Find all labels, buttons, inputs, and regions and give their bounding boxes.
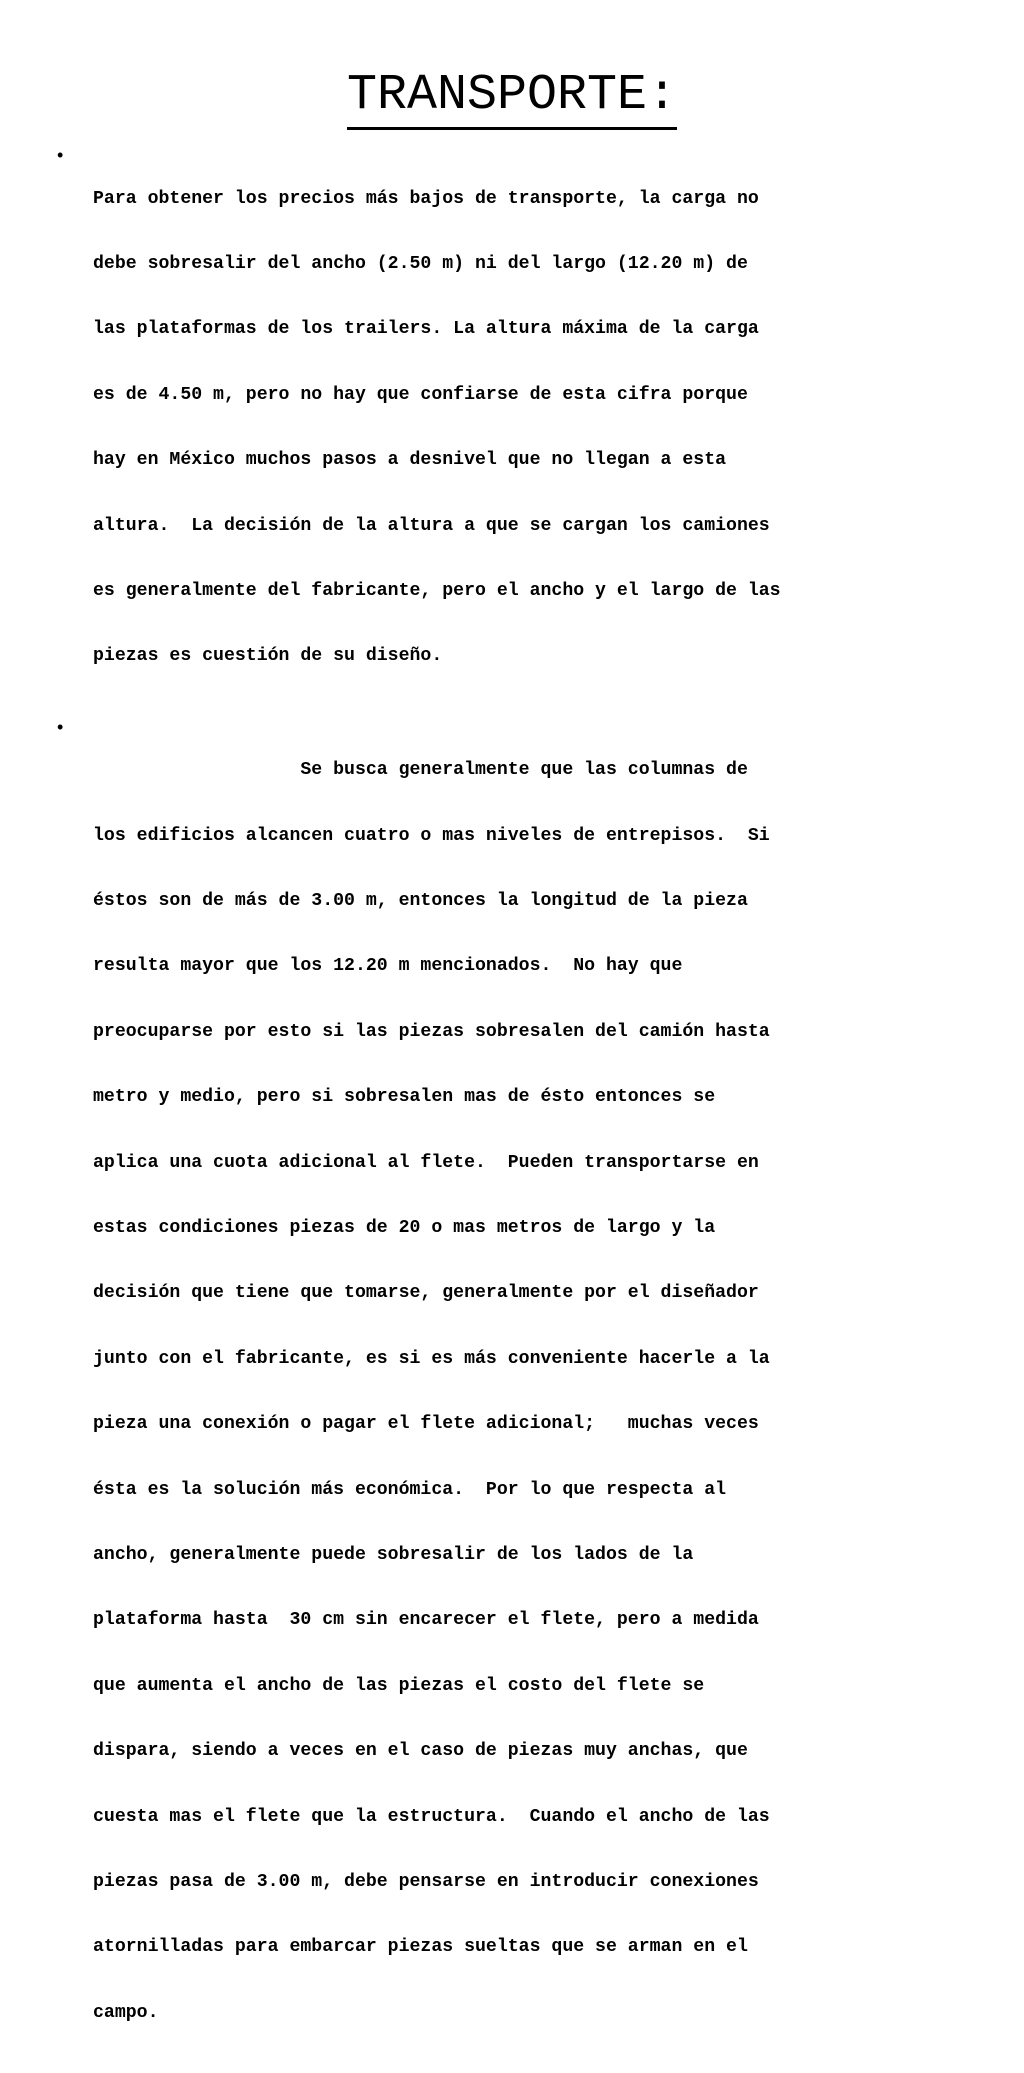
slide-title-text: TRANSPORTE: xyxy=(347,67,677,130)
bullet-line: aplica una cuota adicional al flete. Pueden transportarse en xyxy=(93,1152,759,1173)
bullet-item xyxy=(0,145,1024,712)
bullet-line: campo. xyxy=(93,2002,159,2023)
bullet-item xyxy=(0,717,1024,2068)
bullet-dot-icon: • xyxy=(57,716,64,737)
bullet-line: piezas pasa de 3.00 m, debe pensarse en introducir conexiones xyxy=(93,1871,759,1892)
bullet-line: Se busca generalmente que las columnas de xyxy=(93,760,748,781)
bullet-line: metro y medio, pero si sobresalen mas de ésto entonces se xyxy=(93,1087,716,1108)
bullet-line: piezas es cuestión de su diseño. xyxy=(93,646,443,667)
bullet-line: junto con el fabricante, es si es más conveniente hacerle a la xyxy=(93,1348,770,1369)
bullet-line: cuesta mas el flete que la estructura. Cuando el ancho de las xyxy=(93,1806,770,1827)
bullet-line: dispara, siendo a veces en el caso de piezas muy anchas, que xyxy=(93,1741,748,1762)
bullet-paragraph xyxy=(93,717,993,2068)
bullet-line: atornilladas para embarcar piezas sueltas que se arman en el xyxy=(93,1937,748,1958)
bullet-line: plataforma hasta 30 cm sin encarecer el flete, pero a medida xyxy=(93,1610,759,1631)
bullet-dot-icon: • xyxy=(57,145,64,165)
slide-title xyxy=(0,64,1024,130)
bullet-line: estas condiciones piezas de 20 o mas metros de largo y la xyxy=(93,1218,716,1239)
bullet-line: las plataformas de los trailers. La altura máxima de la carga xyxy=(93,319,759,340)
bullet-line: pieza una conexión o pagar el flete adicional; muchas veces xyxy=(93,1414,759,1435)
bullet-line: decisión que tiene que tomarse, generalmente por el diseñador xyxy=(93,1283,759,1304)
bullet-line: es generalmente del fabricante, pero el ancho y el largo de las xyxy=(93,580,781,601)
bullet-line: hay en México muchos pasos a desnivel que no llegan a esta xyxy=(93,450,727,471)
bullet-line: ésta es la solución más económica. Por lo que respecta al xyxy=(93,1479,727,1500)
bullet-line: resulta mayor que los 12.20 m mencionados. No hay que xyxy=(93,956,683,977)
bullet-line: es de 4.50 m, pero no hay que confiarse de esta cifra porque xyxy=(93,384,748,405)
bullet-line: Para obtener los precios más bajos de transporte, la carga no xyxy=(93,188,759,209)
bullet-line: que aumenta el ancho de las piezas el costo del flete se xyxy=(93,1675,705,1696)
bullet-list xyxy=(0,145,1024,2073)
bullet-paragraph xyxy=(93,145,993,712)
bullet-line: los edificios alcancen cuatro o mas niveles de entrepisos. Si xyxy=(93,825,770,846)
bullet-line: debe sobresalir del ancho (2.50 m) ni del largo (12.20 m) de xyxy=(93,253,748,274)
bullet-line: ancho, generalmente puede sobresalir de los lados de la xyxy=(93,1545,694,1565)
bullet-line: éstos son de más de 3.00 m, entonces la longitud de la pieza xyxy=(93,891,748,912)
bullet-line: preocuparse por esto si las piezas sobresalen del camión hasta xyxy=(93,1021,770,1042)
bullet-line: altura. La decisión de la altura a que se cargan los camiones xyxy=(93,515,770,536)
